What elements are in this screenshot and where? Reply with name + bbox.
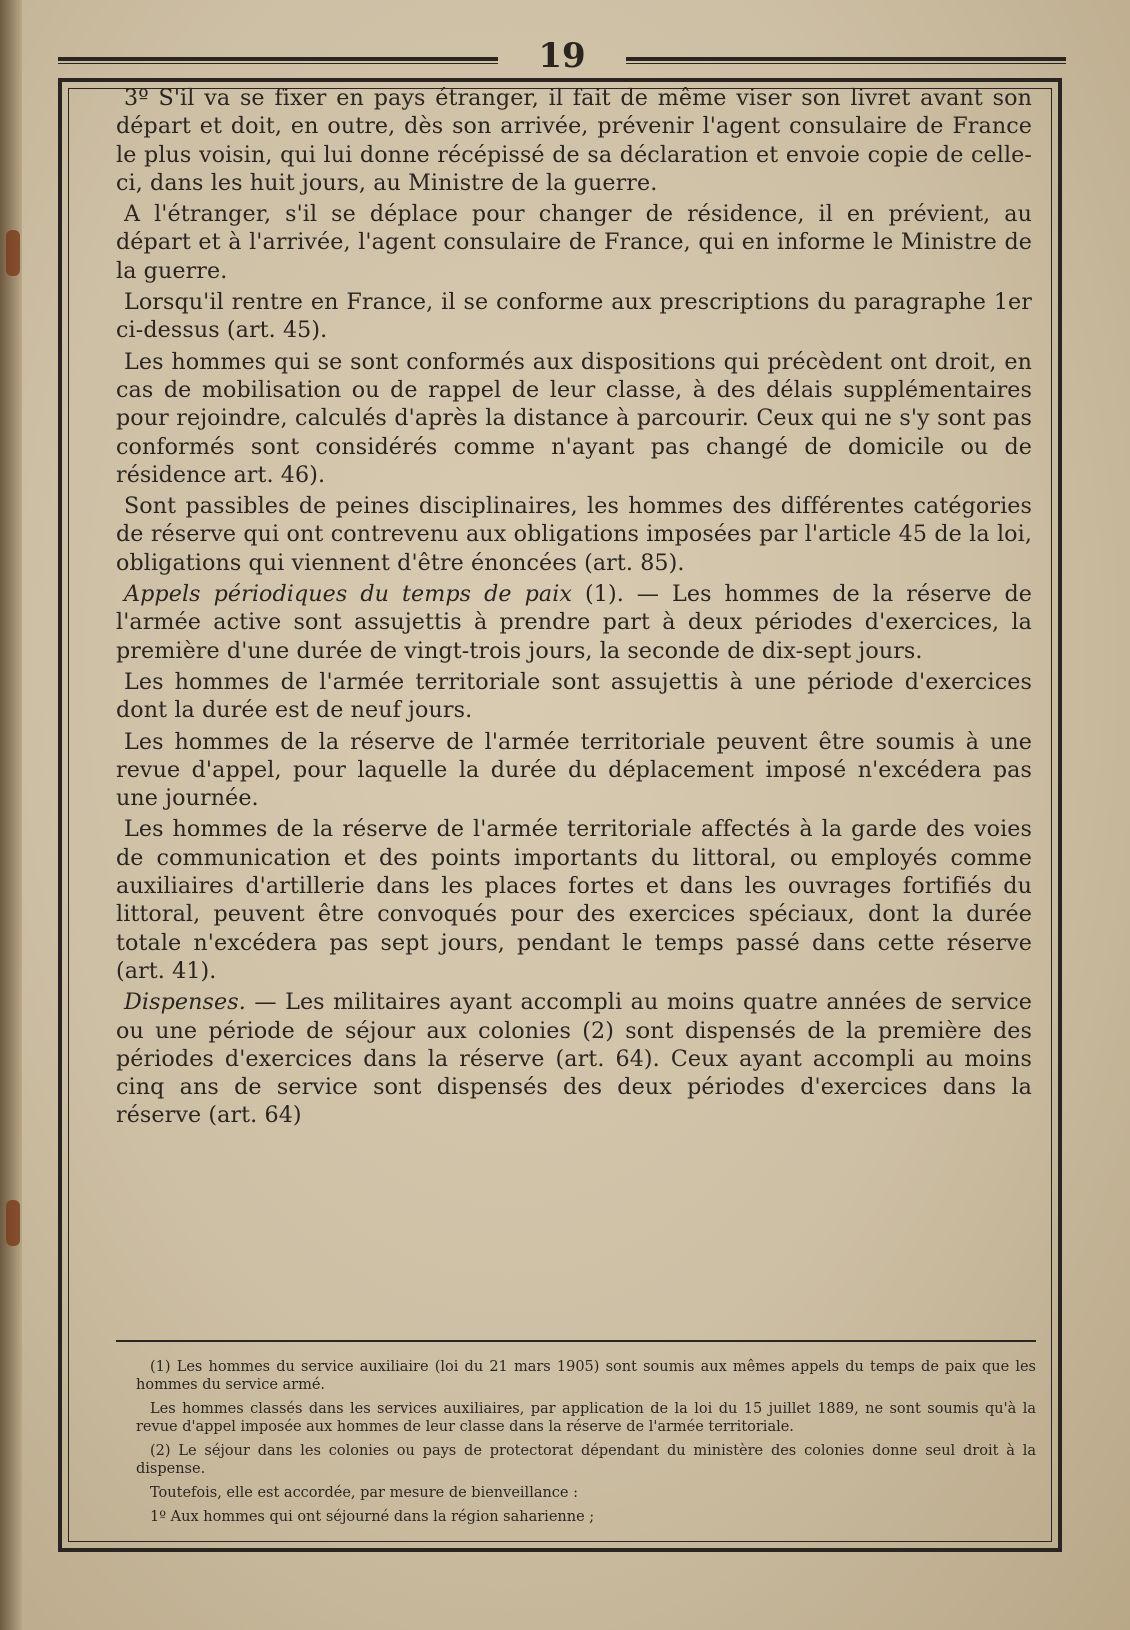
paragraph: Les hommes de la réserve de l'armée territoriale affectés à la garde des voies de communication et des points importants du littoral, ou employés comme auxiliaires d'artillerie dans les places fortes et dans les ouvrages fortifiés du littoral, peuvent être convoqués pour des exercices spéciaux, dont la durée totale n'excédera pas sept jours, pendant le temps passé dans cette réserve (art. 41). (116, 816, 1032, 984)
footnote-rule (116, 1340, 1036, 1342)
appels-paragraph (116, 580, 1032, 665)
dispenses-heading: Dispenses. (124, 989, 246, 1016)
footnote-body (136, 1358, 1036, 1532)
paragraph: Lorsqu'il rentre en France, il se conforme aux prescriptions du paragraphe 1er ci-dessus (art. 45). (116, 289, 1032, 344)
paragraph: Les hommes qui se sont conformés aux dispositions qui précèdent ont droit, en cas de mobilisation ou de rappel de leur classe, à des délais supplémentaires pour rejoindre, calculés d'après la distance à parcourir. Ceux qui ne s'y sont pas conformés sont considérés comme n'ayant pas changé de domicile ou de résidence art. 46). (116, 348, 1032, 488)
paragraph: Les hommes de l'armée territoriale sont assujettis à une période d'exercices dont la durée est de neuf jours. (116, 668, 1032, 724)
dispenses-text: — Les militaires ayant accompli au moins quatre années de service ou une période de séjour aux colonies (2) sont dispensés de la première des périodes d'exercices dans la réserve (art. 64). Ceux ayant accompli au moins cinq ans de service sont dispensés des deux périodes d'exercices dans la réserve (art. 64) (116, 989, 1032, 1129)
main-text (116, 84, 1032, 1133)
page-header (58, 36, 1066, 76)
footnote: Les hommes classés dans les services auxiliaires, par application de la loi du 15 juillet 1889, ne sont soumis qu'à la revue d'appel imposée aux hommes de leur classe dans la réserve de l'armée territoriale. (136, 1401, 1036, 1435)
paragraph: Sont passibles de peines disciplinaires, les hommes des différentes catégories de réserve qui ont contrevenu aux obligations imposées par l'article 45 de la loi, obligations qui viennent d'être énoncées (art. 85). (116, 493, 1032, 576)
header-rule-left (58, 57, 498, 64)
header-rule-right (626, 57, 1066, 64)
paragraph: 3º S'il va se fixer en pays étranger, il fait de même viser son livret avant son départ et doit, en outre, dès son arrivée, prévenir l'agent consulaire de France le plus voisin, qui lui donne récépissé de sa déclaration et envoie copie de celle-ci, dans les huit jours, au Ministre de la guerre. (116, 85, 1032, 196)
rust-stain (6, 230, 20, 276)
page-number: 19 (538, 36, 586, 76)
rust-stain (6, 1200, 20, 1246)
footnote: 1º Aux hommes qui ont séjourné dans la région saharienne ; (150, 1509, 595, 1525)
footnote: (1) Les hommes du service auxiliaire (loi du 21 mars 1905) sont soumis aux mêmes appels du temps de paix que les hommes du service armé. (136, 1359, 1036, 1393)
footnote: (2) Le séjour dans les colonies ou pays de protectorat dépendant du ministère des colonies donne seul droit à la dispense. (136, 1443, 1036, 1477)
dispenses-paragraph (116, 988, 1032, 1129)
appels-text: (1). — Les hommes de la réserve de l'armée active sont assujettis à prendre part à deux périodes d'exercices, la première d'une durée de vingt-trois jours, la seconde de dix-sept jours. (116, 581, 1032, 664)
paragraph: A l'étranger, s'il se déplace pour changer de résidence, il en prévient, au départ et à l'arrivée, l'agent consulaire de France, qui en informe le Ministre de la guerre. (116, 201, 1032, 284)
appels-heading: Appels périodiques du temps de paix (124, 581, 573, 608)
footnote: Toutefois, elle est accordée, par mesure de bienveillance : (150, 1485, 579, 1501)
paragraph: Les hommes de la réserve de l'armée territoriale peuvent être soumis à une revue d'appel, pour laquelle la durée du déplacement imposé n'excédera pas une journée. (116, 728, 1032, 812)
